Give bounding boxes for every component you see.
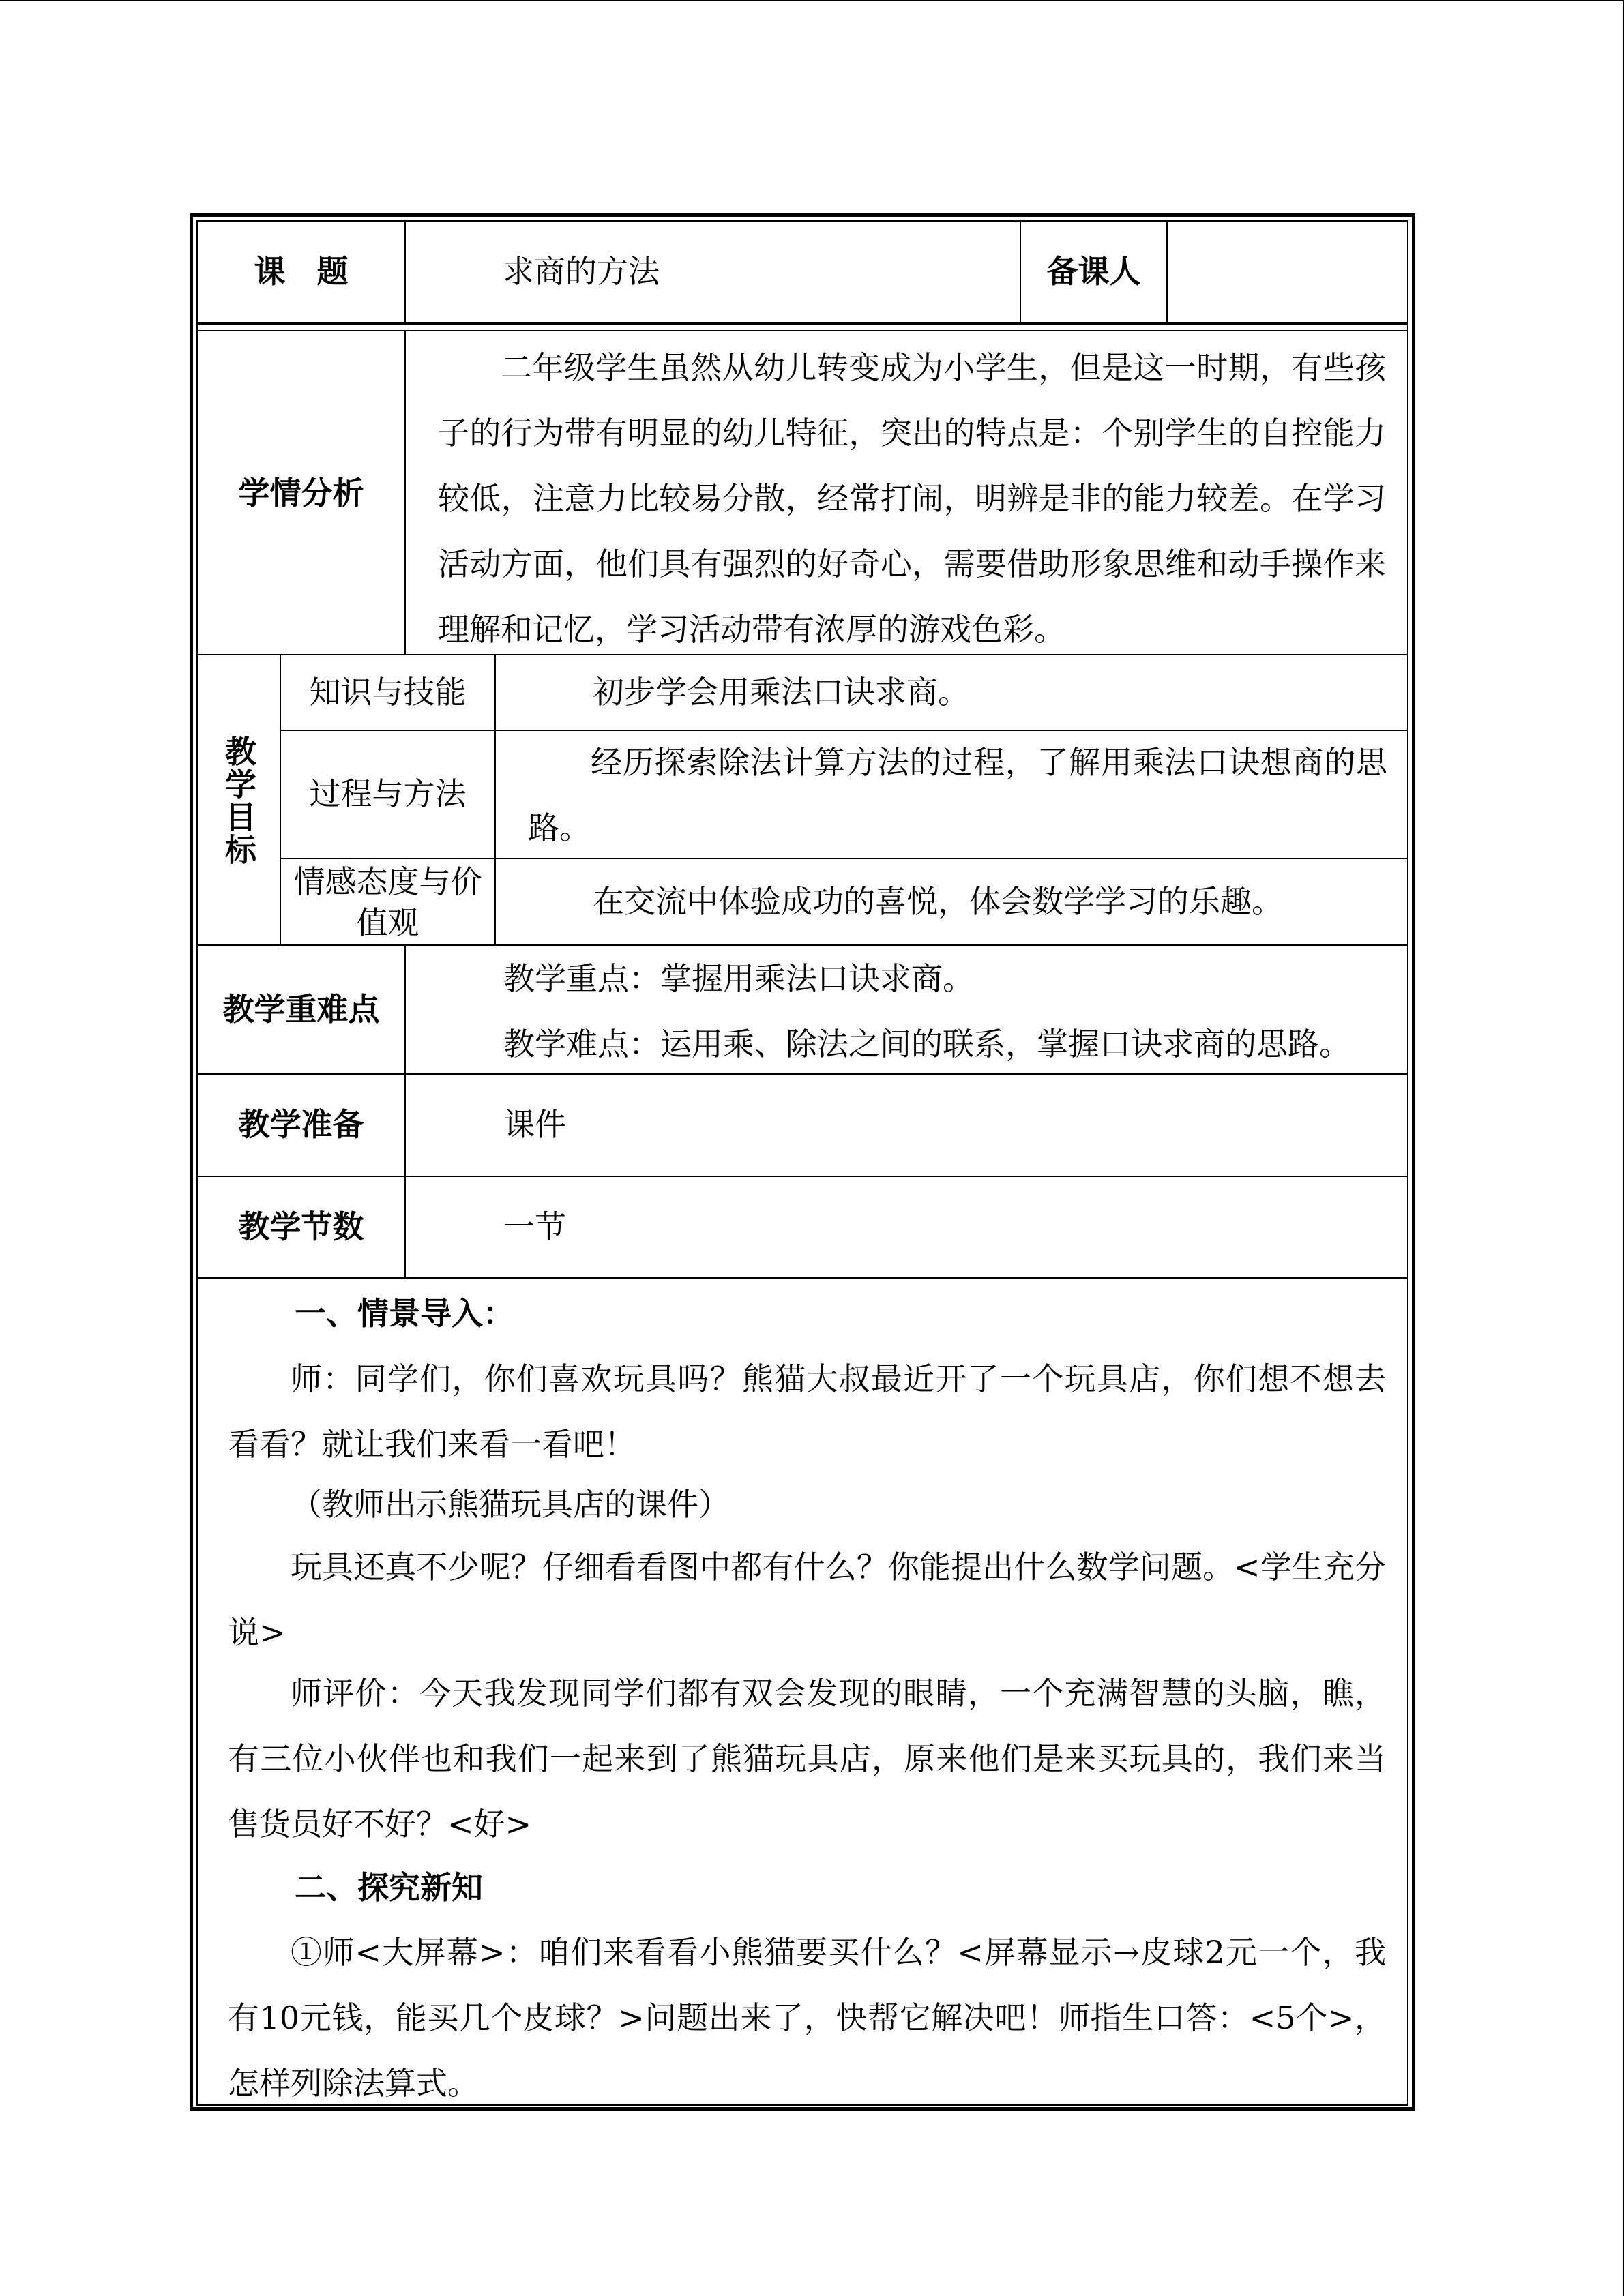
analysis-col-line — [404, 331, 406, 655]
topic-label: 课 题 — [254, 252, 349, 290]
topic-value: 求商的方法 — [503, 252, 660, 290]
objective-process-text: 经历探索除法计算方法的过程，了解用乘法口诀想商的思路。 — [528, 744, 1387, 846]
key-points-focus: 教学重点：掌握用乘法口诀求商。 — [503, 960, 974, 997]
preparer-label: 备课人 — [1046, 252, 1141, 290]
objective-knowledge-label: 知识与技能 — [309, 673, 467, 711]
row-line-periods — [196, 1277, 1408, 1279]
objective-process-label: 过程与方法 — [309, 775, 467, 813]
process-paragraph-4: 师评价：今天我发现同学们都有双会发现的眼睛，一个充满智慧的头脑，瞧，有三位小伙伴也和我们一起来到了熊猫玩具店，原来他们是来买玩具的，我们来当售货员好不好？<好> — [228, 1675, 1386, 1843]
process-paragraph-1: 师：同学们，你们喜欢玩具吗？熊猫大叔最近开了一个玩具店，你们想不想去看看？就让我们来看一看吧！ — [228, 1360, 1386, 1463]
section2-title: 二、探究新知 — [295, 1869, 483, 1906]
header-divider-top — [196, 322, 1408, 325]
objective-attitude-label: 情感态度与价值观 — [293, 863, 482, 941]
analysis-text: 二年级学生虽然从幼儿转变成为小学生，但是这一时期，有些孩子的行为带有明显的幼儿特征，突出的特点是：个别学生的自控能力较低，注意力比较易分散，经常打闹，明辨是非的能力较差。在学习活动方面，他们具有强烈的好奇心，需要借助形象思维和动手操作来理解和记忆，学习活动带有浓厚的游戏色彩。 — [438, 349, 1386, 648]
objective-knowledge-text: 初步学会用乘法口诀求商。 — [593, 673, 969, 711]
process-paragraph-2: （教师出示熊猫玩具店的课件） — [291, 1486, 730, 1523]
periods-value: 一节 — [503, 1208, 566, 1246]
analysis-label: 学情分析 — [238, 474, 364, 511]
key-points-label: 教学重难点 — [222, 991, 380, 1028]
objectives-label: 教学目标 — [220, 734, 257, 866]
periods-label: 教学节数 — [238, 1208, 364, 1246]
objective-attitude-text: 在交流中体验成功的喜悦，体会数学学习的乐趣。 — [593, 883, 1283, 921]
key-points-difficulty: 教学难点：运用乘、除法之间的联系，掌握口诀求商的思路。 — [503, 1026, 1350, 1062]
page-top-rule — [0, 0, 1624, 1]
preparation-value: 课件 — [503, 1106, 566, 1144]
preparer-value — [1168, 222, 1407, 322]
section1-title: 一、情景导入： — [295, 1295, 514, 1332]
process-paragraph-3: 玩具还真不少呢？仔细看看图中都有什么？你能提出什么数学问题。<学生充分说> — [228, 1549, 1386, 1651]
process-paragraph-5: ①师<大屏幕>：咱们来看看小熊猫要买什么？<屏幕显示→皮球2元一个，我有10元钱，能买几个皮球？>问题出来了，快帮它解决吧！师指生口答：<5个>，怎样列除法算式。 — [228, 1934, 1386, 2102]
preparation-label: 教学准备 — [238, 1106, 364, 1144]
